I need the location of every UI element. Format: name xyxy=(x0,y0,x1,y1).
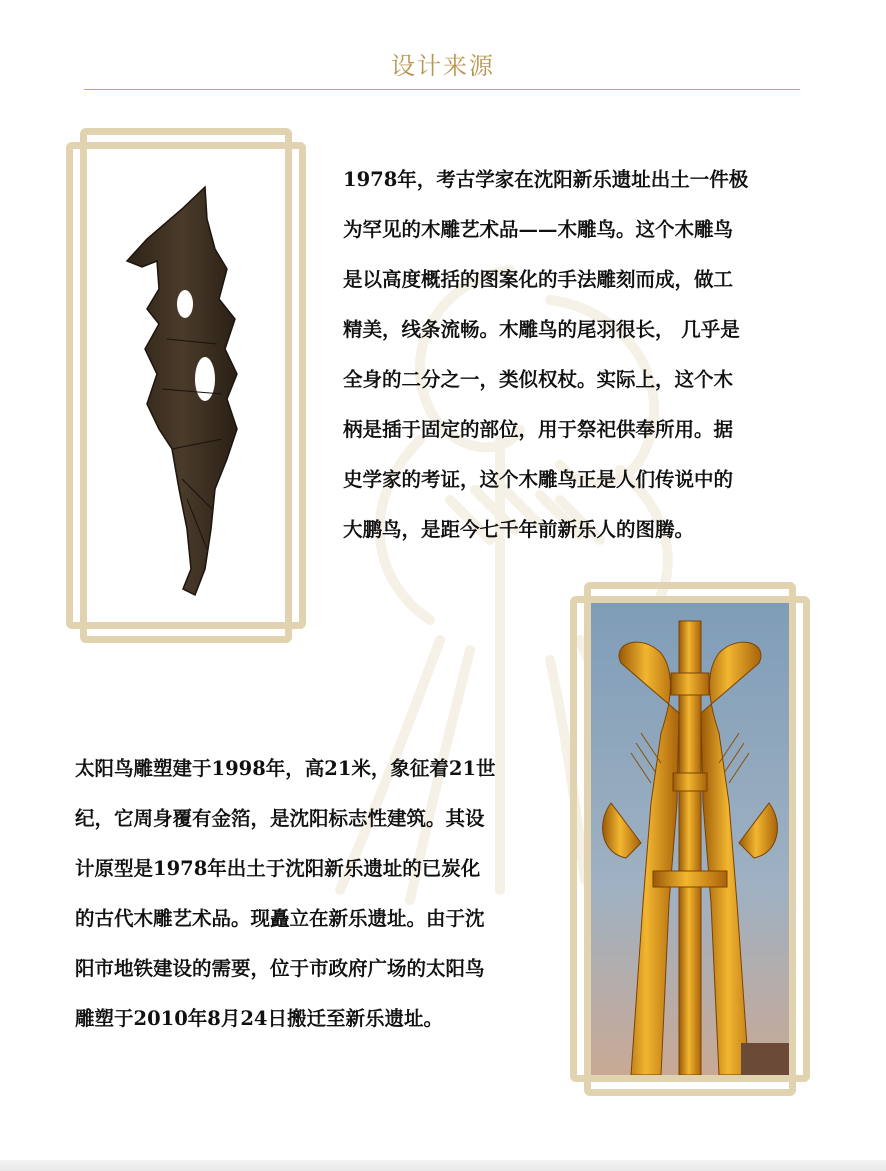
sun-bird-description xyxy=(75,744,496,1044)
paragraph-line: 阳市地铁建设的需要，位于市政府广场的太阳鸟 xyxy=(75,957,485,980)
sun-bird-photo-frame xyxy=(570,582,810,1096)
wooden-bird-image xyxy=(87,149,285,622)
paragraph-line: 柄是插于固定的部位，用于祭祀供奉所用。据 xyxy=(343,418,734,441)
paragraph-line: 的古代木雕艺术品。现矗立在新乐遗址。由于沈 xyxy=(75,907,485,930)
page-title: 设计来源 xyxy=(391,52,495,80)
paragraph-line: 为罕见的木雕艺术品——木雕鸟。这个木雕鸟 xyxy=(343,218,734,241)
page-bottom-edge xyxy=(0,1160,886,1171)
paragraph-line: 史学家的考证，这个木雕鸟正是人们传说中的 xyxy=(343,468,734,491)
sun-bird-sculpture-image xyxy=(591,603,789,1075)
paragraph-line: 全身的二分之一，类似权杖。实际上，这个木 xyxy=(343,368,734,391)
wooden-bird-photo-frame xyxy=(66,128,306,643)
paragraph-line: 1978年，考古学家在沈阳新乐遗址出土一件极 xyxy=(343,168,749,191)
paragraph-line: 是以高度概括的图案化的手法雕刻而成，做工 xyxy=(343,268,734,291)
wooden-bird-description xyxy=(343,155,748,555)
paragraph-line: 雕塑于2010年8月24日搬迁至新乐遗址。 xyxy=(75,1007,443,1030)
paragraph-line: 纪，它周身覆有金箔，是沈阳标志性建筑。其设 xyxy=(75,807,485,830)
paragraph-line: 精美，线条流畅。木雕鸟的尾羽很长， 几乎是 xyxy=(343,318,740,341)
paragraph-line: 计原型是1978年出土于沈阳新乐遗址的已炭化 xyxy=(75,857,481,880)
paragraph-line: 大鹏鸟，是距今七千年前新乐人的图腾。 xyxy=(343,518,695,541)
title-divider xyxy=(84,89,800,90)
paragraph-line: 太阳鸟雕塑建于1998年，高21米，象征着21世 xyxy=(75,757,496,780)
